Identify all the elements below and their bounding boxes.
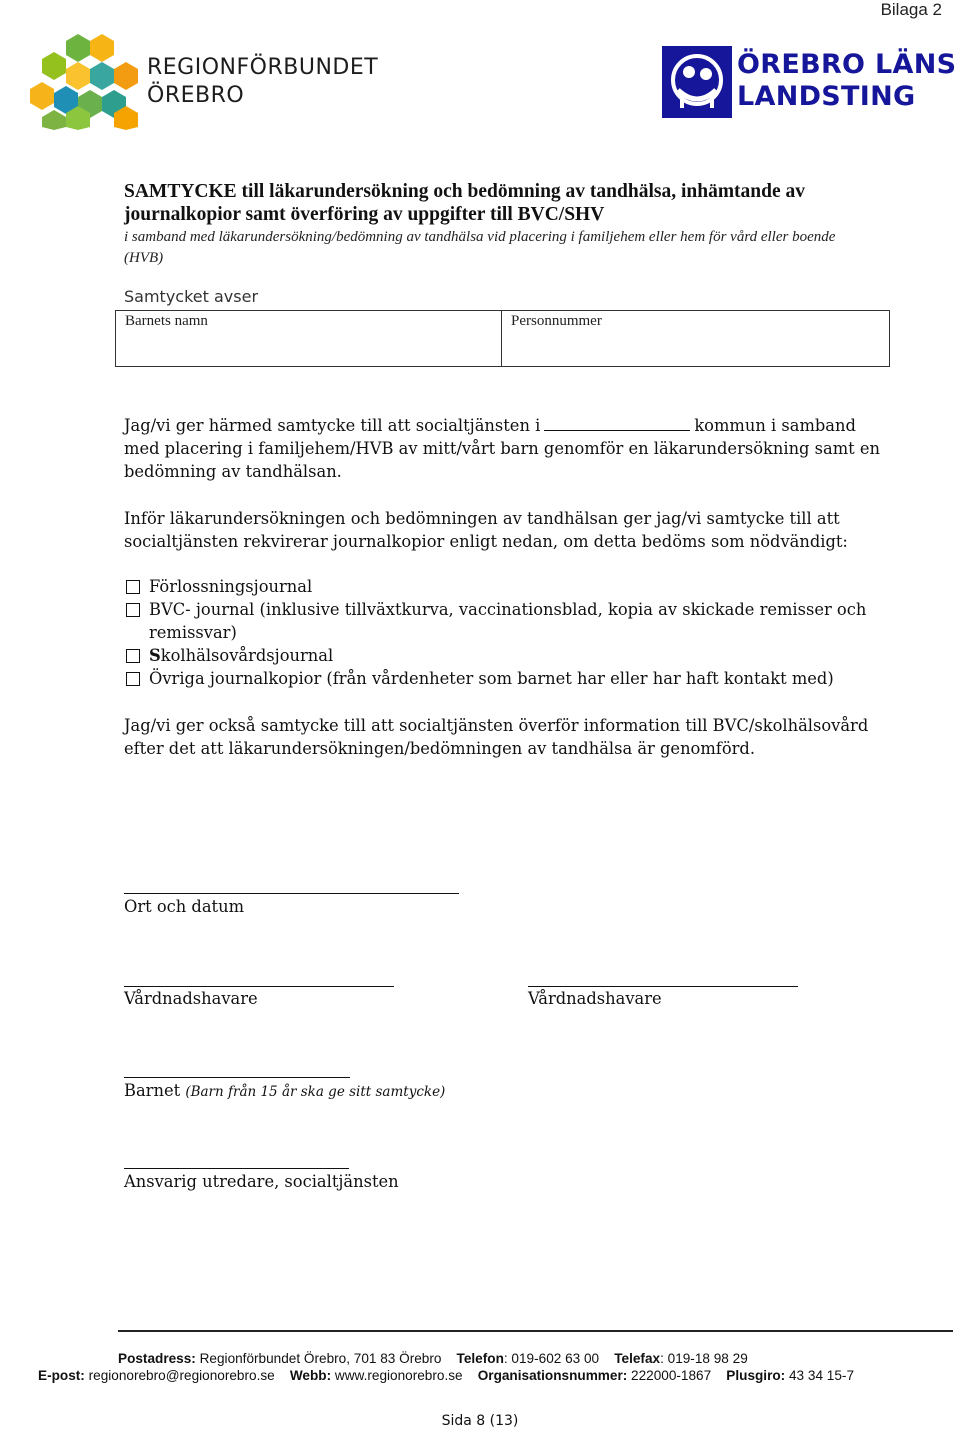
municipality-blank-field[interactable]	[544, 415, 690, 431]
footer-divider	[118, 1330, 953, 1332]
p1-text-after: kommun i samband med placering i familjehem/HVB av mitt/vårt barn genomför en läkarundersökning samt en bedömning av tandhälsan.	[124, 416, 880, 481]
landsting-emblem-icon	[662, 46, 732, 118]
telefon-value: : 019-602 63 00	[503, 1351, 600, 1366]
checkbox-row-ovriga	[126, 667, 896, 690]
logo-left-line1: REGIONFÖRBUNDET	[147, 55, 379, 80]
consent-paragraph-1	[124, 414, 894, 483]
footer-line-2	[38, 1368, 854, 1383]
logo-left-line2: ÖREBRO	[147, 83, 245, 108]
attachment-label: Bilaga 2	[880, 0, 942, 19]
responsible-signature-line[interactable]	[124, 1168, 349, 1169]
logo-right-line1: ÖREBRO LÄNS	[737, 49, 957, 80]
document-subtitle: i samband med läkarundersökning/bedömning av tandhälsa vid placering i familjehem eller hem för vård eller boende (HVB)	[124, 229, 836, 266]
child-name-field[interactable]	[116, 311, 502, 366]
child-label-note: (Barn från 15 år ska ge sitt samtycke)	[185, 1084, 446, 1100]
webb-link[interactable]: www.regionorebro.se	[334, 1368, 463, 1383]
child-label	[124, 1081, 445, 1100]
child-signature-line[interactable]	[124, 1077, 350, 1078]
personal-number-field[interactable]	[502, 311, 889, 366]
guardian-2-label: Vårdnadshavare	[528, 989, 662, 1008]
landsting-logo-text	[737, 49, 956, 113]
checkbox[interactable]	[126, 649, 140, 663]
guardian-1-signature-line[interactable]	[124, 986, 394, 987]
orgnr-label: Organisationsnummer:	[477, 1368, 628, 1383]
telefax-value: : 019-18 98 29	[660, 1351, 748, 1366]
consent-concerns-heading: Samtycket avser	[124, 287, 259, 306]
child-label-text: Barnet	[124, 1081, 181, 1100]
personal-number-label: Personnummer	[511, 313, 602, 329]
postadress-value: Regionförbundet Örebro, 701 83 Örebro	[199, 1351, 442, 1366]
orgnr-value: 222000-1867	[631, 1368, 712, 1383]
regionforbundet-logo-text	[147, 54, 378, 110]
footer-line-1	[118, 1351, 748, 1366]
document-title	[124, 180, 884, 226]
consent-paragraph-3: Jag/vi ger också samtycke till att socialtjänsten överför information till BVC/skolhälsovård efter det att läkarundersökningen/bedömningen av tandhälsa är genomförd.	[124, 716, 869, 758]
guardian-2-signature-line[interactable]	[528, 986, 798, 987]
p1-text-before: Jag/vi ger härmed samtycke till att socialtjänsten i	[124, 416, 541, 435]
plusgiro-value: 43 34 15-7	[789, 1368, 855, 1383]
telefon-label: Telefon	[456, 1351, 504, 1366]
checkbox-label: BVC- journal (inklusive tillväxtkurva, vaccinationsblad, kopia av skickade remisser och remissvar)	[149, 600, 867, 642]
journal-checkbox-list	[126, 575, 896, 690]
child-name-label: Barnets namn	[125, 313, 208, 329]
checkbox-label-bold: S	[149, 646, 161, 665]
plusgiro-label: Plusgiro:	[726, 1368, 786, 1383]
checkbox-row-bvc	[126, 598, 896, 644]
responsible-label: Ansvarig utredare, socialtjänsten	[124, 1172, 399, 1191]
page-number: Sida 8 (13)	[441, 1413, 519, 1429]
checkbox-label: Förlossningsjournal	[149, 577, 313, 596]
checkbox[interactable]	[126, 603, 140, 617]
child-info-table	[115, 310, 890, 367]
logo-right-line2: LANDSTING	[737, 81, 916, 112]
checkbox-row-skolhalsovard	[126, 644, 896, 667]
webb-label: Webb:	[289, 1368, 332, 1383]
telefax-label: Telefax	[614, 1351, 661, 1366]
hexagon-cluster-icon	[30, 34, 138, 130]
consent-paragraph-2: Inför läkarundersökningen och bedömningen av tandhälsan ger jag/vi samtycke till att socialtjänsten rekvirerar journalkopior enligt nedan, om detta bedöms som nödvändigt:	[124, 509, 848, 551]
epost-label: E-post:	[38, 1368, 85, 1383]
checkbox[interactable]	[126, 672, 140, 686]
checkbox-label-rest: kolhälsovårdsjournal	[160, 646, 334, 665]
checkbox-row-forlossning	[126, 575, 896, 598]
place-date-label: Ort och datum	[124, 897, 245, 916]
checkbox-label: Övriga journalkopior (från vårdenheter som barnet har eller har haft kontakt med)	[149, 669, 834, 688]
checkbox[interactable]	[126, 580, 140, 594]
title-line1: SAMTYCKE till läkarundersökning och bedömning av tandhälsa, inhämtande av	[124, 181, 806, 202]
epost-value[interactable]: regionorebro@regionorebro.se	[88, 1368, 275, 1383]
checkbox-label	[149, 644, 896, 667]
title-line2: journalkopior samt överföring av uppgifter till BVC/SHV	[124, 204, 605, 225]
guardian-1-label: Vårdnadshavare	[124, 989, 258, 1008]
postadress-label: Postadress:	[118, 1351, 196, 1366]
place-date-line[interactable]	[124, 893, 459, 894]
